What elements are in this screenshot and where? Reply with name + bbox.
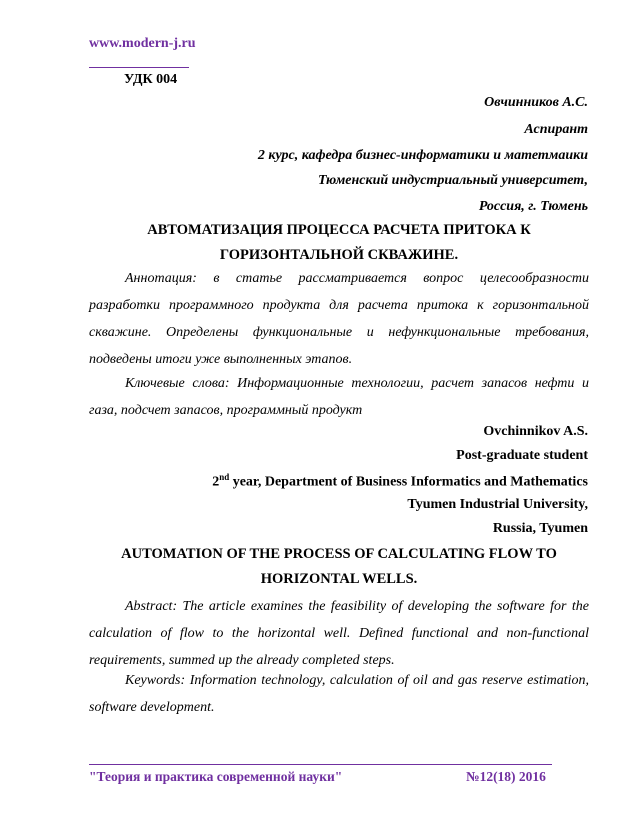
udk-code: УДК 004: [124, 72, 178, 87]
ru-author: Овчинников А.С.: [484, 95, 588, 110]
en-university: Tyumen Industrial University,: [407, 497, 588, 512]
en-keywords: Keywords: Information technology, calculation of oil and gas reserve estimation, software development.: [89, 673, 589, 715]
en-title-line2: HORIZONTAL WELLS.: [260, 571, 418, 587]
en-title-line1: AUTOMATION OF THE PROCESS OF CALCULATING FLOW TO: [121, 546, 557, 562]
footer-issue: №12(18) 2016: [466, 769, 546, 784]
en-position: Post-graduate student: [456, 448, 588, 463]
header-rule: [89, 67, 189, 68]
en-abstract: Abstract: The article examines the feasibility of developing the software for the calculation of flow to the horizontal well. Defined functional and non-functional requirements, summed up the already completed steps.: [89, 599, 589, 668]
en-department-sup: nd: [219, 472, 230, 482]
footer-rule: [89, 764, 552, 765]
ru-keywords: Ключевые слова: Информационные технологии, расчет запасов нефти и газа, подсчет запасов, программный продукт: [89, 376, 589, 418]
ru-university: Тюменский индустриальный университет,: [317, 173, 588, 188]
ru-title-line2: ГОРИЗОНТАЛЬНОЙ СКВАЖИНЕ.: [219, 247, 459, 263]
footer-journal: "Теория и практика современной науки": [89, 769, 343, 784]
ru-title-line1: АВТОМАТИЗАЦИЯ ПРОЦЕССА РАСЧЕТА ПРИТОКА К: [147, 222, 531, 238]
ru-department: 2 курс, кафедра бизнес-информатики и мaтетмaики: [257, 148, 588, 163]
ru-abstract: Аннотация: в статье рассматривается вопрос целесообразности разработки программного продукта для расчета притока к горизонтальной скважине. Определены функциональные и нефункциональные требования, подведены итоги уже выполненных этапов.: [89, 271, 589, 367]
en-department-num: 2: [212, 474, 220, 490]
en-location: Russia, Tyumen: [492, 521, 588, 536]
en-author: Ovchinnikov A.S.: [483, 424, 588, 439]
ru-location: Россия, г. Тюмень: [478, 199, 588, 214]
ru-position: Аспирант: [524, 122, 588, 137]
site-url[interactable]: www.modern-j.ru: [89, 36, 196, 51]
en-department: [212, 472, 588, 491]
en-department-text: year, Department of Business Informatics and Mathematics: [229, 474, 588, 490]
